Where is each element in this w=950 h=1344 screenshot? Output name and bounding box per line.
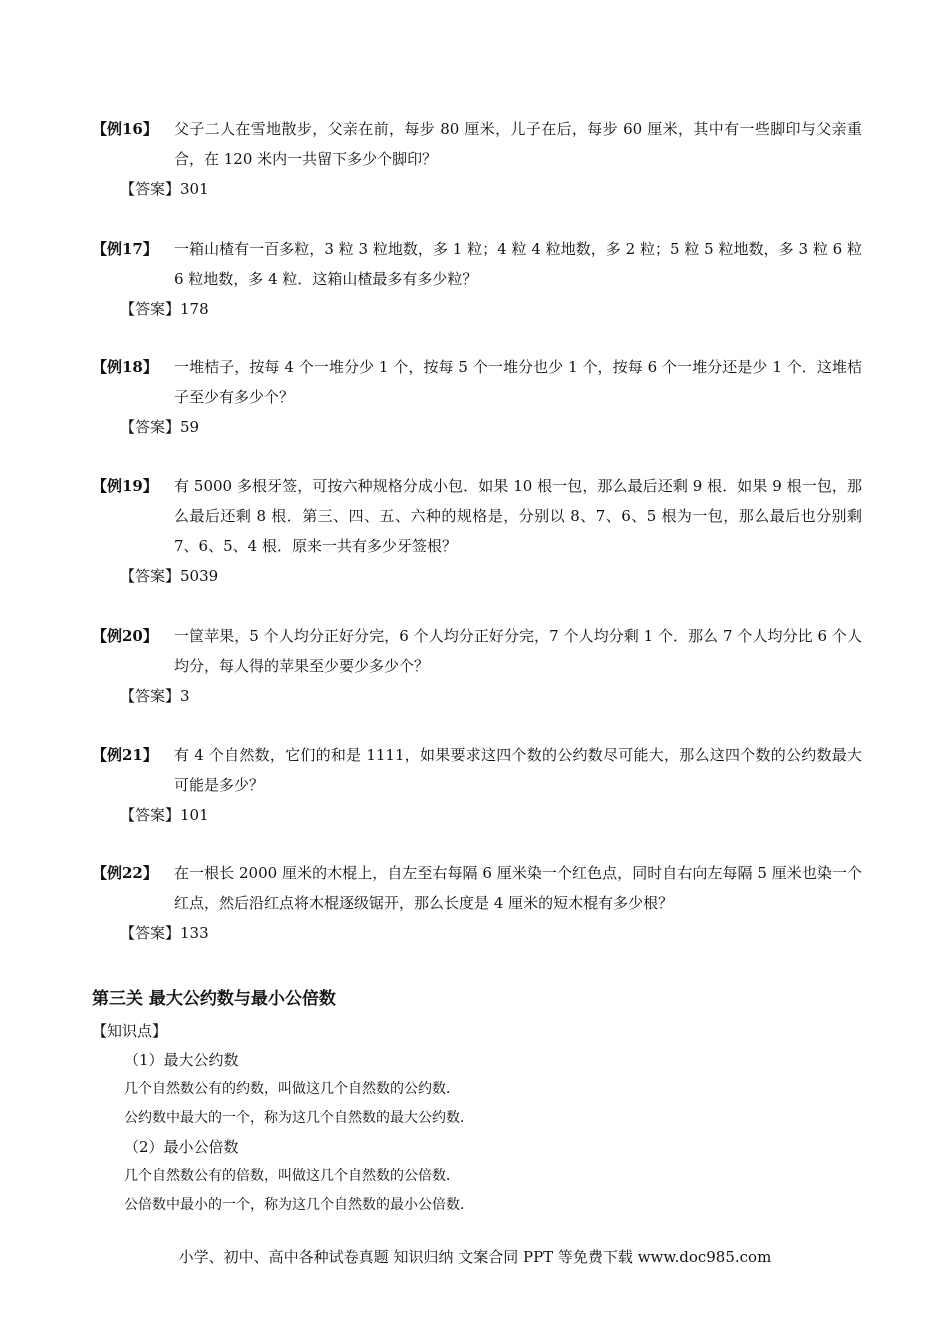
knowledge-line: 公倍数中最小的一个，称为这几个自然数的最小公倍数． bbox=[124, 1197, 474, 1213]
problem-18 bbox=[92, 352, 862, 442]
problem-19 bbox=[92, 471, 862, 591]
problem-label: 【例17】 bbox=[92, 240, 158, 258]
problem-label: 【例22】 bbox=[92, 864, 158, 882]
knowledge-heading: （1）最大公约数 bbox=[124, 1051, 239, 1069]
problem-text: 一堆桔子，按每 4 个一堆分少 1 个，按每 5 个一堆分也少 1 个，按每 6 个一堆分还是少 1 个．这堆桔子至少有多少个？ bbox=[174, 358, 862, 406]
knowledge-label: 【知识点】 bbox=[92, 1022, 168, 1040]
problem-20 bbox=[92, 621, 862, 711]
problem-text: 有 5000 多根牙签，可按六种规格分成小包．如果 10 根一包，那么最后还剩 9 根．如果 9 根一包，那么最后还剩 8 根．第三、四、五、六种的规格是，分别以 8、7、6、5 根为一包，那么最后也分别剩 7、6、5、4 根．原来一共有多少牙签根？ bbox=[174, 477, 862, 555]
problem-text: 在一根长 2000 厘米的木棍上，自左至右每隔 6 厘米染一个红色点，同时自右向左每隔 5 厘米也染一个红点，然后沿红点将木棍逐级锯开，那么长度是 4 厘米的短木棍有多少根？ bbox=[174, 864, 862, 912]
page-footer: 小学、初中、高中各种试卷真题 知识归纳 文案合同 PPT 等免费下载 www.doc985.com bbox=[178, 1248, 772, 1266]
problem-text: 有 4 个自然数，它们的和是 1111，如果要求这四个数的公约数尽可能大，那么这四个数的公约数最大可能是多少？ bbox=[174, 746, 862, 794]
answer: 【答案】101 bbox=[120, 806, 209, 824]
answer: 【答案】133 bbox=[120, 924, 209, 942]
problem-label: 【例21】 bbox=[92, 746, 158, 764]
knowledge-line: 公约数中最大的一个，称为这几个自然数的最大公约数． bbox=[124, 1110, 474, 1126]
answer: 【答案】3 bbox=[120, 687, 190, 705]
knowledge-heading: （2）最小公倍数 bbox=[124, 1138, 239, 1156]
problem-label: 【例19】 bbox=[92, 477, 158, 495]
problem-21 bbox=[92, 740, 862, 830]
answer: 【答案】59 bbox=[120, 418, 200, 436]
answer: 【答案】301 bbox=[120, 180, 209, 198]
problem-text: 一筐苹果，5 个人均分正好分完，6 个人均分正好分完，7 个人均分剩 1 个．那么 7 个人均分比 6 个人均分，每人得的苹果至少要少多少个？ bbox=[174, 627, 862, 675]
problem-16 bbox=[92, 114, 862, 204]
answer: 【答案】178 bbox=[120, 300, 209, 318]
problem-label: 【例16】 bbox=[92, 120, 158, 138]
knowledge-block bbox=[92, 1017, 474, 1220]
answer: 【答案】5039 bbox=[120, 567, 219, 585]
problem-label: 【例18】 bbox=[92, 358, 158, 376]
knowledge-line: 几个自然数公有的约数，叫做这几个自然数的公约数． bbox=[124, 1081, 460, 1097]
problem-17 bbox=[92, 234, 862, 324]
problem-text: 父子二人在雪地散步，父亲在前，每步 80 厘米，儿子在后，每步 60 厘米，其中有一些脚印与父亲重合，在 120 米内一共留下多少个脚印？ bbox=[174, 120, 862, 168]
problem-text: 一箱山楂有一百多粒，3 粒 3 粒地数，多 1 粒；4 粒 4 粒地数，多 2 粒；5 粒 5 粒地数，多 3 粒 6 粒 6 粒地数，多 4 粒．这箱山楂最多有多少粒？ bbox=[174, 240, 862, 288]
knowledge-line: 几个自然数公有的倍数，叫做这几个自然数的公倍数． bbox=[124, 1168, 460, 1184]
problem-22 bbox=[92, 858, 862, 948]
problem-label: 【例20】 bbox=[92, 627, 158, 645]
section-title: 第三关 最大公约数与最小公倍数 bbox=[92, 989, 336, 1009]
